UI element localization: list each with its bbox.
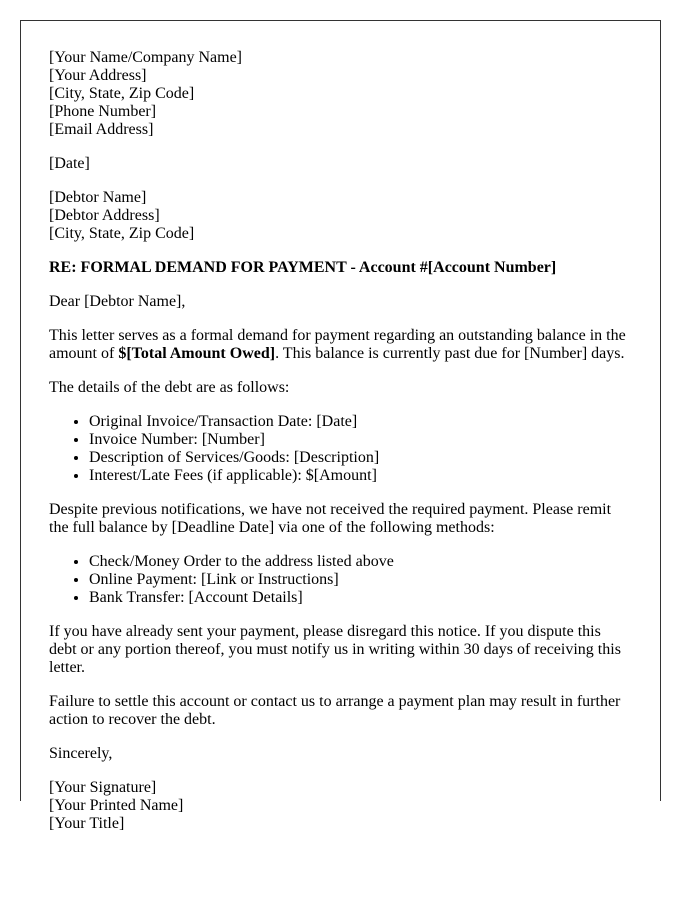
dispute-notice-paragraph: If you have already sent your payment, please disregard this notice. If you dispute this debt or any portion thereof, you must notify us in writing within 30 days of receiving this letter. bbox=[49, 623, 621, 676]
signature-block bbox=[49, 779, 632, 833]
sender-address: [Your Address] bbox=[49, 67, 147, 84]
letter-page bbox=[20, 20, 661, 832]
details-heading: The details of the debt are as follows: bbox=[49, 379, 290, 396]
debtor-city-state-zip: [City, State, Zip Code] bbox=[49, 225, 195, 242]
detail-item-invoice-number: • Invoice Number: [Number] bbox=[89, 431, 632, 449]
detail-item-description: • Description of Services/Goods: [Description] bbox=[89, 449, 632, 467]
consequence-paragraph: Failure to settle this account or contact us to arrange a payment plan may result in further action to recover the debt. bbox=[49, 693, 621, 728]
debtor-name: [Debtor Name] bbox=[49, 189, 147, 206]
intro-text-after: . This balance is currently past due for [Number] days. bbox=[275, 345, 625, 362]
debt-details-list bbox=[49, 413, 632, 485]
sender-name: [Your Name/Company Name] bbox=[49, 49, 243, 66]
sender-address-block bbox=[49, 49, 632, 139]
recipient-address-block bbox=[49, 189, 632, 243]
detail-item-invoice-date: • Original Invoice/Transaction Date: [Date] bbox=[89, 413, 632, 431]
payment-methods-list bbox=[49, 553, 632, 607]
signature: [Your Signature] bbox=[49, 779, 157, 796]
intro-text-before: This letter serves as a formal demand for payment regarding an outstanding balance in the amount of bbox=[49, 327, 626, 362]
sender-email: [Email Address] bbox=[49, 121, 154, 138]
sender-city-state-zip: [City, State, Zip Code] bbox=[49, 85, 195, 102]
payment-method-check: • Check/Money Order to the address listed above bbox=[89, 553, 632, 571]
sender-phone: [Phone Number] bbox=[49, 103, 157, 120]
total-amount-owed: $[Total Amount Owed] bbox=[118, 345, 276, 362]
payment-request-paragraph: Despite previous notifications, we have not received the required payment. Please remit the full balance by [Deadline Date] via one of the following methods: bbox=[49, 501, 612, 536]
printed-name: [Your Printed Name] bbox=[49, 797, 184, 814]
signer-title: [Your Title] bbox=[49, 815, 125, 832]
payment-method-bank-transfer: • Bank Transfer: [Account Details] bbox=[89, 589, 632, 607]
detail-item-fees: • Interest/Late Fees (if applicable): $[Amount] bbox=[89, 467, 632, 485]
intro-paragraph bbox=[49, 327, 632, 363]
letter-date: [Date] bbox=[49, 155, 90, 172]
debtor-address: [Debtor Address] bbox=[49, 207, 160, 224]
closing: Sincerely, bbox=[49, 745, 113, 762]
subject-line: RE: FORMAL DEMAND FOR PAYMENT - Account #[Account Number] bbox=[49, 259, 557, 276]
payment-method-online: • Online Payment: [Link or Instructions] bbox=[89, 571, 632, 589]
salutation: Dear [Debtor Name], bbox=[49, 293, 186, 310]
